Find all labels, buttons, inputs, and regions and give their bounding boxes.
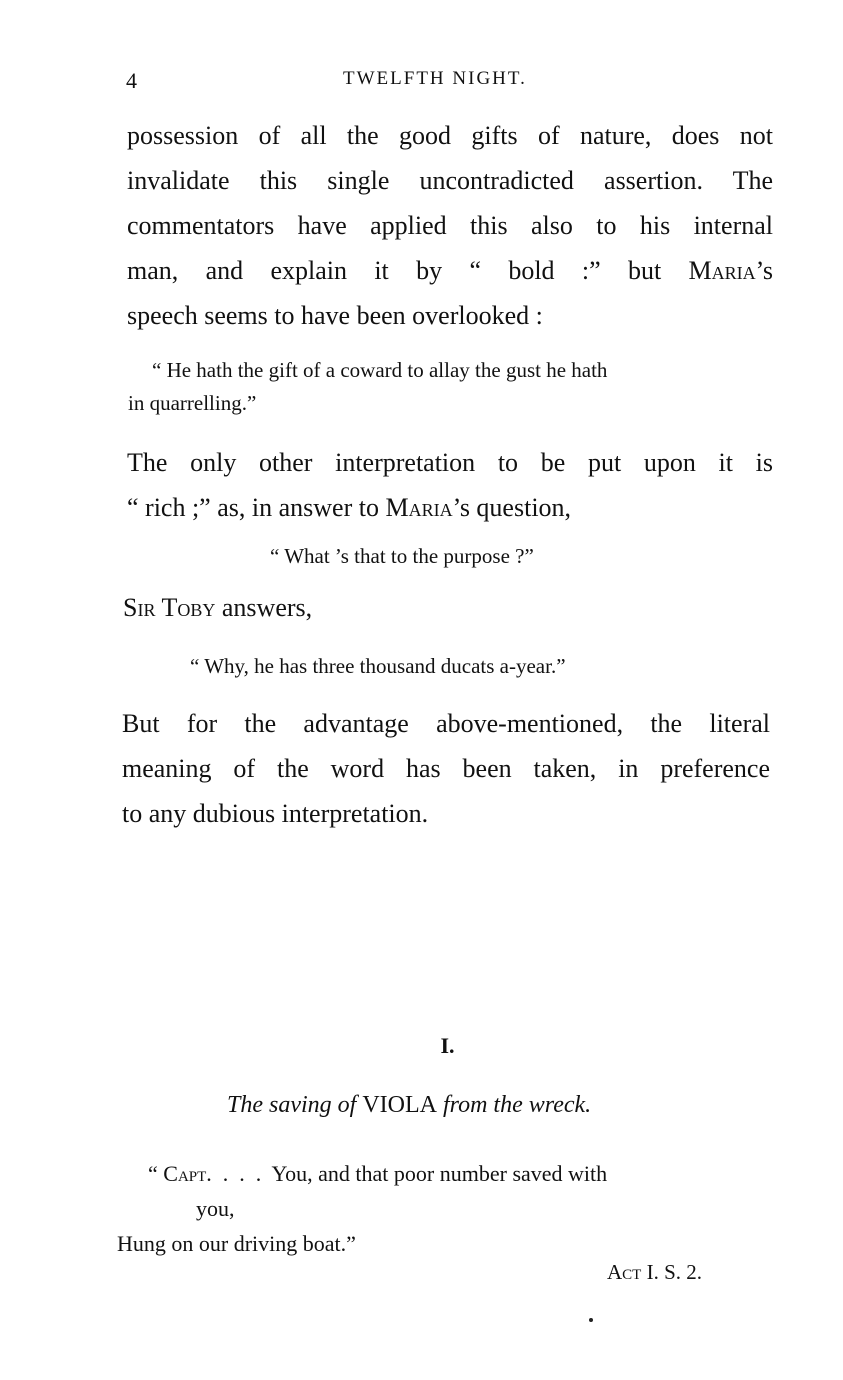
paragraph-line: commentators have applied this also to his internal <box>127 211 773 240</box>
paragraph-line: The only other interpretation to be put upon it is <box>127 448 773 477</box>
page-number: 4 <box>126 68 137 93</box>
ellipsis: . . . <box>211 1161 272 1186</box>
citation-text: You, and that poor number saved with <box>271 1161 608 1186</box>
paragraph-line: meaning of the word has been taken, in preference <box>122 754 770 783</box>
section-numeral: I. <box>440 1033 455 1058</box>
line-text: man, and explain it by “ bold :” but <box>127 256 689 285</box>
line-text: answers, <box>215 593 313 622</box>
scene-ref: I. S. 2. <box>641 1260 703 1284</box>
character-name: Maria <box>385 493 453 522</box>
citation-line-3: Hung on our driving boat.” <box>117 1231 356 1256</box>
quote-3: “ Why, he has three thousand ducats a-year.” <box>190 654 566 678</box>
paragraph-line: to any dubious interpretation. <box>122 799 429 828</box>
citation-line-1 <box>148 1156 607 1191</box>
paragraph-2 <box>127 440 773 530</box>
quote-line: in quarrelling.” <box>128 391 257 415</box>
quote-line: “ He hath the gift of a coward to allay the gust he hath <box>152 358 608 382</box>
paragraph-line: But for the advantage above-mentioned, the literal <box>122 709 770 738</box>
title-text: The saving of <box>227 1092 363 1118</box>
act-scene-reference <box>607 1256 702 1289</box>
quote-2: “ What ’s that to the purpose ?” <box>270 544 534 568</box>
paragraph-line <box>127 485 773 530</box>
paragraph-line <box>127 248 773 293</box>
section-title <box>227 1092 591 1119</box>
sir-toby-line <box>123 585 769 630</box>
paragraph-line: speech seems to have been overlooked : <box>127 301 543 330</box>
ink-speck <box>589 1318 593 1322</box>
paragraph-line: possession of all the good gifts of nature, does not <box>127 121 773 150</box>
quote-mark: “ <box>148 1161 164 1186</box>
paragraph-1 <box>127 113 773 338</box>
title-name: VIOLA <box>362 1092 437 1118</box>
paragraph-3 <box>122 701 770 836</box>
quote-1 <box>128 354 774 420</box>
character-name: Sir Toby <box>123 593 216 622</box>
line-text: ’s question, <box>452 493 572 522</box>
act-label: Act <box>607 1260 642 1284</box>
paragraph-line: invalidate this single uncontradicted assertion. The <box>127 166 773 195</box>
character-name: Maria <box>688 256 756 285</box>
title-text: from the wreck. <box>436 1092 592 1118</box>
line-text: ’s <box>755 256 773 285</box>
line-text: “ rich ;” as, in answer to <box>127 493 386 522</box>
citation-line-2: you, <box>196 1196 235 1221</box>
running-title: TWELFTH NIGHT. <box>343 68 527 89</box>
speaker-name: Capt. <box>163 1161 212 1186</box>
